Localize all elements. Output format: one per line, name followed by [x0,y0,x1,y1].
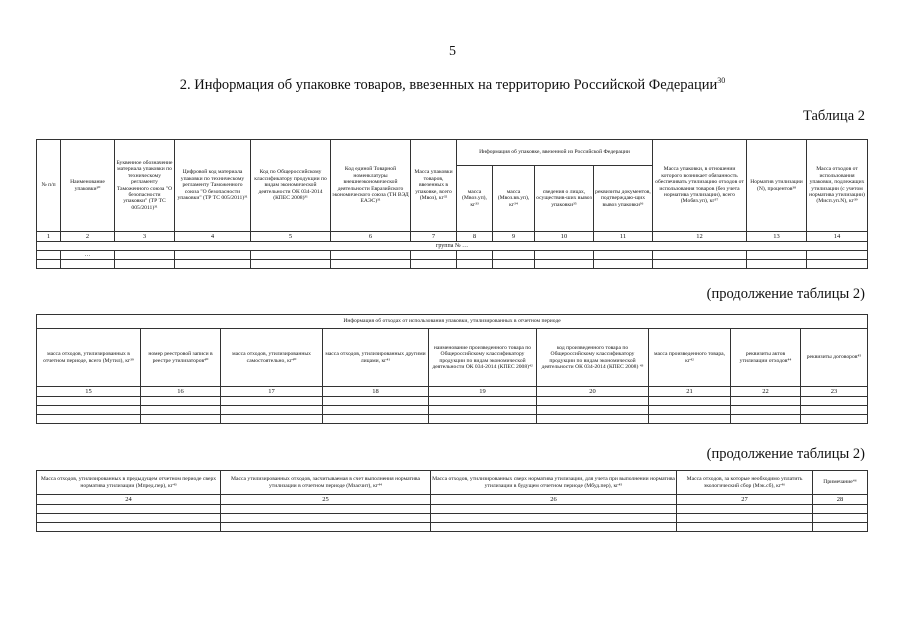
table-cell [323,415,429,424]
col-header: наименование произведенного товара по Общероссийскому классификатору продукции по видам экономической деятельности ОК 034-2014 (КПЕС 2008)⁴² [429,329,537,387]
table-cell [457,251,493,260]
col-number: 2 [61,232,115,242]
col-header: реквизиты актов утилизации отходов⁴⁴ [731,329,801,387]
col-number: 21 [649,387,731,397]
table-cell [813,523,868,532]
col-header: масса (Mвоз.уп), кг³³ [457,166,493,232]
table-cell [37,260,61,269]
table-cell [37,406,141,415]
table-cell [251,260,331,269]
col-number: 28 [813,495,868,505]
table-cell [115,260,175,269]
table-cell [37,505,221,514]
col-number: 14 [807,232,868,242]
table-cell [537,397,649,406]
table-cell [37,415,141,424]
table-cell [649,397,731,406]
col-number: 17 [221,387,323,397]
table-cell [37,514,221,523]
col-header: Буквенное обозначение материала упаковки по техническому регламенту Таможенного союза "О безопасности упаковки" (ТР ТС 005/2011)³¹ [115,140,175,232]
col-number: 26 [431,495,677,505]
col-header: номер реестровой записи в реестре утилизаторов⁴⁰ [141,329,221,387]
col-header: Код по Общероссийскому классификатору продукции по видам экономической деятельности ОК 034-2014 (КПЕС 2008)³¹ [251,140,331,232]
col-number: 22 [731,387,801,397]
table-cell [431,505,677,514]
table-cell [537,406,649,415]
table-cell [221,397,323,406]
table-row [37,514,868,523]
table-cell [37,523,221,532]
col-number: 10 [535,232,594,242]
table-cell [141,415,221,424]
col-number: 16 [141,387,221,397]
table-cell [141,397,221,406]
table-cell [37,397,141,406]
heading-footnote: 30 [717,76,726,85]
table-cell [807,251,868,260]
col-number: 7 [411,232,457,242]
table-cell [221,523,431,532]
col-header: реквизиты договоров⁴⁵ [801,329,868,387]
table-continued-caption: (продолжение таблицы 2) [706,446,865,462]
table-row [37,415,868,424]
table-cell: … [61,251,115,260]
table-cell [653,260,747,269]
table-cell [747,260,807,269]
table-cell [429,415,537,424]
col-number: 12 [653,232,747,242]
table-cell [141,406,221,415]
table-cell [411,251,457,260]
table-row [37,505,868,514]
table-cell [813,514,868,523]
col-number: 1 [37,232,61,242]
table-cell [747,251,807,260]
waste-utilization-table [36,314,868,424]
group-header: Информация об отходах от использования упаковки, утилизированных в отчетном периоде [37,315,868,329]
table-cell [221,505,431,514]
col-number: 24 [37,495,221,505]
table-cell [807,260,868,269]
utilization-balance-table [36,470,868,532]
col-number: 8 [457,232,493,242]
col-header: масса отходов, утилизированных в отчетном периоде, всего (Mутил), кг³⁹ [37,329,141,387]
heading-text: 2. Информация об упаковке товаров, ввезенных на территорию Российской Федерации [179,76,718,93]
table-cell [594,260,653,269]
table-cell [653,251,747,260]
col-header: № п/п [37,140,61,232]
table-caption: Таблица 2 [802,108,865,124]
col-header: Масса утилизированных отходов, засчитываемая в счет выполнения норматива утилизации в отчетном периоде (Mзасчит), кг⁴⁴ [221,471,431,495]
col-header: Код единой Товарной номенклатуры внешнеэкономической деятельности Евразийского экономического союза (ТН ВЭД ЕАЭС)³¹ [331,140,411,232]
col-number: 23 [801,387,868,397]
table-cell [175,251,251,260]
col-header: Наименование упаковки³⁰ [61,140,115,232]
group-row: группа № … [37,242,868,251]
table-cell [431,523,677,532]
table-cell [493,260,535,269]
table-cell [175,260,251,269]
table-cell [731,397,801,406]
col-number: 19 [429,387,537,397]
col-header: Норматив утилизации (N), процентов³⁸ [747,140,807,232]
packaging-table [36,139,868,269]
col-number: 13 [747,232,807,242]
table-cell [537,415,649,424]
table-cell [677,514,813,523]
table-cell [429,406,537,415]
table-cell [115,251,175,260]
table-row [37,260,868,269]
table-cell [431,514,677,523]
table-cell [813,505,868,514]
table-cell [221,406,323,415]
table-cell [677,523,813,532]
table-cell [457,260,493,269]
table-cell [801,415,868,424]
table-cell [594,251,653,260]
col-header: реквизиты документов, подтверждаю-щих вывоз упаковки³⁶ [594,166,653,232]
col-header: Масса упаковки товаров, ввезенных в упаковке, всего (Mвоз), кг³² [411,140,457,232]
col-header: Масса отходов от использования упаковки, подлежащих утилизации (с учетом норматива утилизации) (Mисп.уп.N), кг³⁹ [807,140,868,232]
table-cell [323,406,429,415]
table-cell [37,251,61,260]
table-cell [731,406,801,415]
col-header: масса отходов, утилизированных другими лицами, кг⁴¹ [323,329,429,387]
table-continued-caption: (продолжение таблицы 2) [706,286,865,302]
col-header: масса отходов, утилизированных самостоятельно, кг⁴⁰ [221,329,323,387]
table-cell [411,260,457,269]
table-cell [493,251,535,260]
table-cell [801,406,868,415]
table-cell [331,260,411,269]
col-header: масса произведенного товара, кг⁴² [649,329,731,387]
col-header: код произведенного товара по Общероссийскому классификатору продукции по видам экономической деятельности ОК 034-2014 (КПЕС 2008) ⁴³ [537,329,649,387]
col-header: масса (Mвоз.вв.уп), кг³⁴ [493,166,535,232]
table-cell [221,415,323,424]
table-cell [221,514,431,523]
col-number: 11 [594,232,653,242]
col-number: 6 [331,232,411,242]
col-number: 27 [677,495,813,505]
table-cell [61,260,115,269]
page-number: 5 [449,44,456,59]
table-cell [251,251,331,260]
table-row [37,523,868,532]
col-number: 3 [115,232,175,242]
table-cell [649,406,731,415]
col-number: 5 [251,232,331,242]
col-header: Масса упаковки, в отношении которого возникает обязанность обеспечивать утилизацию отходов от использования товаров (без учета норматива утилизации), всего (Mобяз.уп), кг³⁷ [653,140,747,232]
col-header: Примечание⁴⁶ [813,471,868,495]
col-number: 25 [221,495,431,505]
section-heading [0,76,905,94]
table-cell [331,251,411,260]
table-cell [429,397,537,406]
col-number: 15 [37,387,141,397]
col-number: 4 [175,232,251,242]
col-header: Масса отходов, за которые необходимо уплатить экологический сбор (Mэк.сб), кг⁴⁶ [677,471,813,495]
table-cell [535,260,594,269]
col-number: 9 [493,232,535,242]
col-header: Масса отходов, утилизированных в предыдущем отчетном периоде сверх норматива утилизации (Mпред.пер), кг⁴³ [37,471,221,495]
table-cell [677,505,813,514]
col-number: 20 [537,387,649,397]
table-cell [323,397,429,406]
table-cell [801,397,868,406]
table-cell [649,415,731,424]
col-header: Цифровой код материала упаковки по техническому регламенту Таможенного союза "О безопасности упаковки" (ТР ТС 005/2011)³¹ [175,140,251,232]
table-row [37,397,868,406]
table-cell [535,251,594,260]
col-header: сведения о лицах, осуществив-ших вывоз упаковки³⁵ [535,166,594,232]
table-row [37,406,868,415]
col-header: Масса отходов, утилизированных сверх норматива утилизации, для учета при выполнении норматива утилизации в будущем отчетном периоде (Mбуд.пер), кг⁴⁵ [431,471,677,495]
table-row [37,251,868,260]
group-header: Информация об упаковке, ввезенной из Российской Федерации [457,140,653,166]
table-cell [731,415,801,424]
col-number: 18 [323,387,429,397]
